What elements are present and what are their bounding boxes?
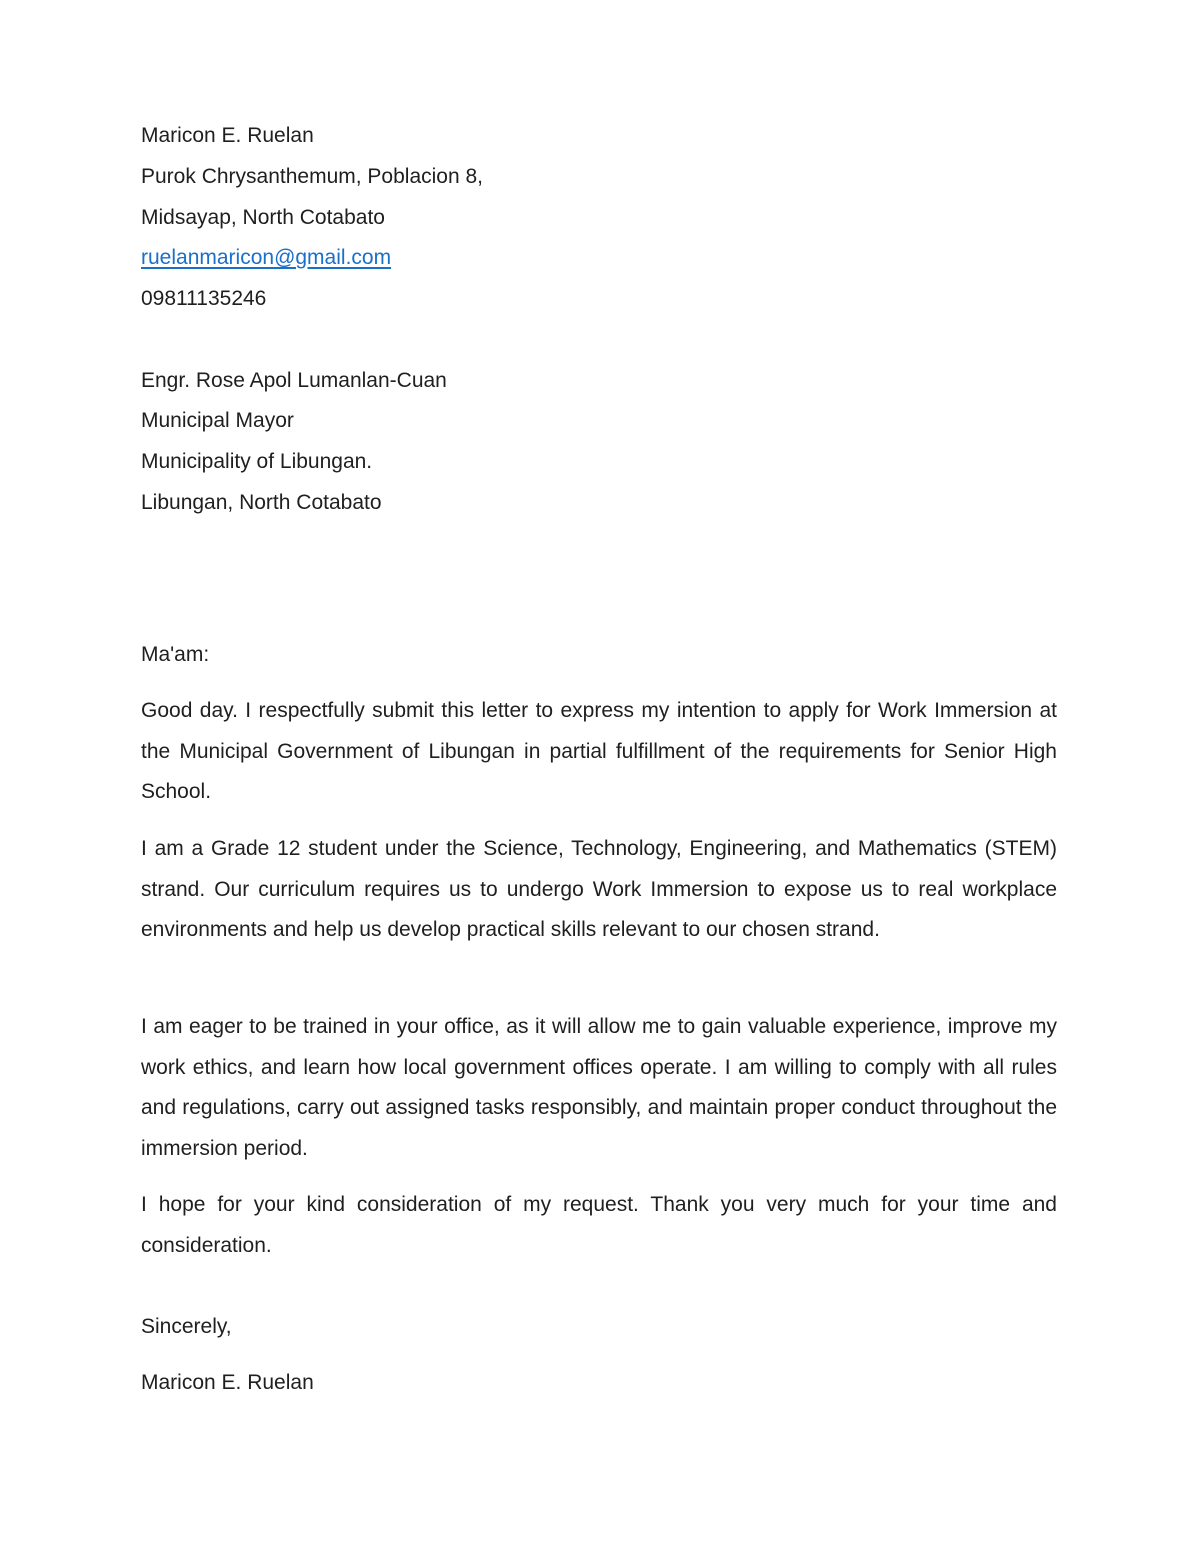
- sender-email-link[interactable]: ruelanmaricon@gmail.com: [141, 246, 392, 269]
- recipient-office: Municipality of Libungan.: [141, 450, 373, 473]
- sender-name: Maricon E. Ruelan: [141, 124, 314, 147]
- salutation: Ma'am:: [141, 643, 210, 666]
- recipient-location: Libungan, North Cotabato: [141, 491, 382, 514]
- body-paragraph-2: I am a Grade 12 student under the Science, Technology, Engineering, and Mathematics (STEM) strand. Our curriculum requires us to undergo Work Immersion to expose us to real workplace environments and help us develop practical skills relevant to our chosen strand.: [141, 837, 1057, 942]
- recipient-title: Municipal Mayor: [141, 409, 294, 432]
- signature-name: Maricon E. Ruelan: [141, 1371, 314, 1394]
- sender-address-line1: Purok Chrysanthemum, Poblacion 8,: [141, 165, 483, 188]
- body-paragraph-1: Good day. I respectfully submit this letter to express my intention to apply for Work Immersion at the Municipal Government of Libungan in partial fulfillment of the requirements for Senior High School.: [141, 699, 1057, 804]
- sender-address-line2: Midsayap, North Cotabato: [141, 206, 385, 229]
- body-paragraph-3: I am eager to be trained in your office, as it will allow me to gain valuable experience, improve my work ethics, and learn how local government offices operate. I am willing to comply with all rules and regulations, carry out assigned tasks responsibly, and maintain proper conduct throughout the immersion period.: [141, 1015, 1057, 1160]
- closing: Sincerely,: [141, 1315, 232, 1338]
- recipient-name: Engr. Rose Apol Lumanlan-Cuan: [141, 369, 447, 392]
- sender-phone: 09811135246: [141, 287, 267, 310]
- body-paragraph-4: I hope for your kind consideration of my request. Thank you very much for your time and consideration.: [141, 1193, 1057, 1257]
